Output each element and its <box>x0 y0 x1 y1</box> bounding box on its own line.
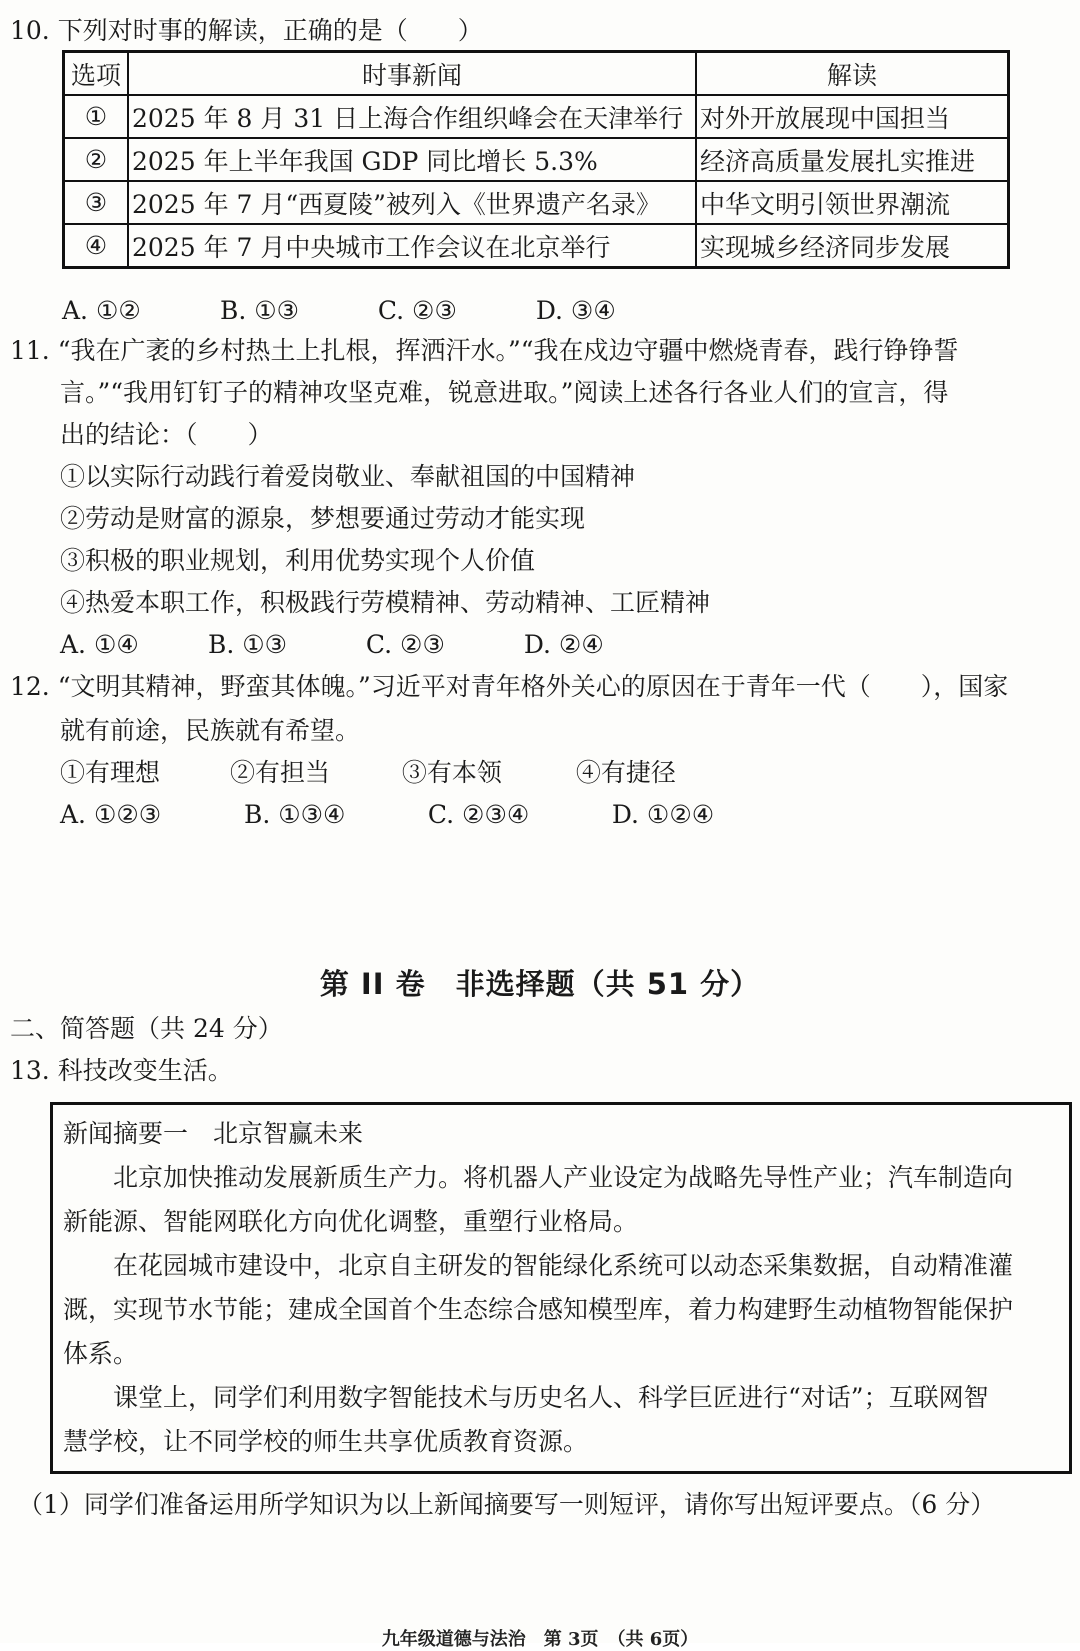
news-paragraph-3-line-2: 慧学校，让不同学校的师生共享优质教育资源。 <box>63 1427 589 1456</box>
section-title: 第 II 卷 非选择题（共 51 分） <box>319 967 761 1001</box>
q11-option-b[interactable]: B. ①③ <box>207 630 288 659</box>
q11-statement-3: ③积极的职业规划，利用优势实现个人价值 <box>60 546 536 575</box>
q11-statement-4: ④热爱本职工作，积极践行劳模精神、劳动精神、工匠精神 <box>60 588 711 617</box>
row-interpretation: 中华文明引领世界潮流 <box>696 181 1009 224</box>
q12-option-d[interactable]: D. ①②④ <box>611 800 715 829</box>
q12-statements <box>60 756 676 790</box>
row-news: 2025 年上半年我国 GDP 同比增长 5.3% <box>128 138 696 181</box>
news-heading: 新闻摘要一 北京智赢未来 <box>63 1119 364 1148</box>
q10-option-a[interactable]: A. ①② <box>62 296 141 325</box>
q11-option-c[interactable]: C. ②③ <box>365 630 445 659</box>
q12-option-b[interactable]: B. ①③④ <box>243 800 346 829</box>
q12-stem-line-1: 12. “文明其精神，野蛮其体魄。”习近平对青年格外关心的原因在于青年一代（ ），国家 <box>10 672 1009 701</box>
table-header-option: 选项 <box>64 52 129 96</box>
q10-table <box>62 50 1010 269</box>
news-paragraph-1-line-1: 北京加快推动发展新质生产力。将机器人产业设定为战略先导性产业；汽车制造向 <box>113 1163 1014 1192</box>
q12-options <box>60 798 714 832</box>
news-paragraph-3-line-1: 课堂上，同学们利用数字智能技术与历史名人、科学巨匠进行“对话”；互联网智 <box>113 1383 989 1412</box>
row-number: ④ <box>64 224 129 268</box>
q11-option-a[interactable]: A. ①④ <box>60 630 139 659</box>
q12-statement-3: ③有本领 <box>401 758 502 787</box>
q13-subquestion-1: （1）同学们准备运用所学知识为以上新闻摘要写一则短评，请你写出短评要点。（6 分） <box>18 1490 996 1519</box>
q12-statement-4: ④有捷径 <box>575 758 676 787</box>
row-number: ① <box>64 95 129 138</box>
table-row <box>64 95 1009 138</box>
q11-stem-line-2: 言。”“我用钉钉子的精神攻坚克难，锐意进取。”阅读上述各行各业人们的宣言，得 <box>60 378 949 407</box>
q12-statement-1: ①有理想 <box>60 758 161 787</box>
q10-option-c[interactable]: C. ②③ <box>377 296 457 325</box>
news-paragraph-2-line-2: 溉，实现节水节能；建成全国首个生态综合感知模型库，着力构建野生动植物智能保护 <box>63 1295 1014 1324</box>
table-header-interpretation: 解读 <box>696 52 1009 96</box>
row-news: 2025 年 7 月中央城市工作会议在北京举行 <box>128 224 696 268</box>
news-paragraph-2-line-3: 体系。 <box>63 1339 139 1368</box>
row-interpretation: 对外开放展现中国担当 <box>696 95 1009 138</box>
q12-statement-2: ②有担当 <box>229 758 330 787</box>
q10-option-d[interactable]: D. ③④ <box>535 296 616 325</box>
row-news: 2025 年 8 月 31 日上海合作组织峰会在天津举行 <box>128 95 696 138</box>
table-row <box>64 181 1009 224</box>
q13-stem: 13. 科技改变生活。 <box>10 1056 233 1085</box>
row-interpretation: 经济高质量发展扎实推进 <box>696 138 1009 181</box>
q11-statement-2: ②劳动是财富的源泉，梦想要通过劳动才能实现 <box>60 504 586 533</box>
row-news: 2025 年 7 月“西夏陵”被列入《世界遗产名录》 <box>128 181 696 224</box>
row-number: ③ <box>64 181 129 224</box>
row-number: ② <box>64 138 129 181</box>
q10-stem: 10. 下列对时事的解读，正确的是（ ） <box>10 16 483 45</box>
row-interpretation: 实现城乡经济同步发展 <box>696 224 1009 268</box>
q10-option-b[interactable]: B. ①③ <box>219 296 300 325</box>
page-footer: 九年级道德与法治 第 3页 （共 6页） <box>381 1629 699 1650</box>
q11-options <box>60 628 604 662</box>
table-row <box>64 224 1009 268</box>
news-paragraph-2-line-1: 在花园城市建设中，北京自主研发的智能绿化系统可以动态采集数据，自动精准灌 <box>113 1251 1014 1280</box>
q11-option-d[interactable]: D. ②④ <box>523 630 604 659</box>
table-header-row <box>64 52 1009 96</box>
news-paragraph-1-line-2: 新能源、智能网联化方向优化调整，重塑行业格局。 <box>63 1207 639 1236</box>
q12-option-c[interactable]: C. ②③④ <box>427 800 530 829</box>
q11-stem-line-1: 11. “我在广袤的乡村热土上扎根，挥洒汗水。”“我在戍边守疆中燃烧青春，践行铮铮誓 <box>10 336 959 365</box>
q11-stem-line-3: 出的结论：（ ） <box>60 420 273 449</box>
table-header-news: 时事新闻 <box>128 52 696 96</box>
q12-stem-line-2: 就有前途，民族就有希望。 <box>60 716 361 745</box>
table-row <box>64 138 1009 181</box>
part-heading: 二、简答题（共 24 分） <box>10 1014 283 1043</box>
q11-statement-1: ①以实际行动践行着爱岗敬业、奉献祖国的中国精神 <box>60 462 636 491</box>
news-excerpt-box <box>50 1102 1072 1474</box>
q10-options <box>62 294 616 328</box>
q12-option-a[interactable]: A. ①②③ <box>60 800 162 829</box>
